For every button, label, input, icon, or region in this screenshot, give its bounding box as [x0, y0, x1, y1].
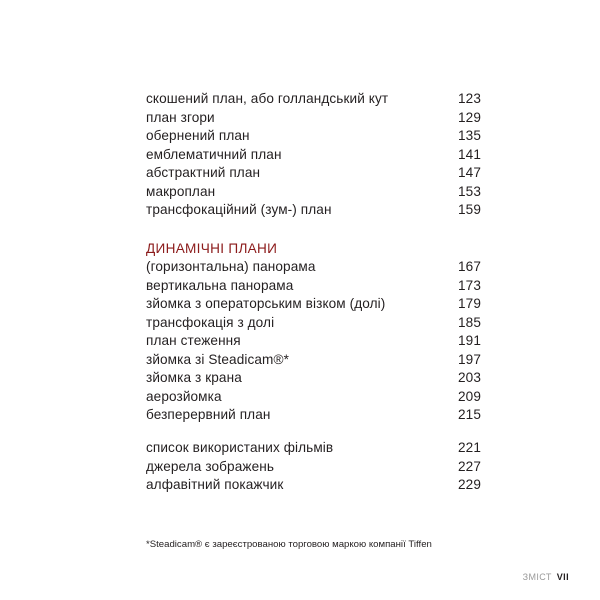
toc-entry-title: макроплан [146, 183, 216, 199]
footnote: *Steadicam® є зареєстрованою торговою маркою компанії Tiffen [146, 539, 432, 550]
toc-entry[interactable] [146, 476, 481, 495]
toc-entry[interactable] [146, 406, 481, 425]
toc-entry[interactable] [146, 146, 481, 165]
toc-entry-title: зйомка зі Steadicam®* [146, 351, 289, 367]
toc-entry-title: трансфокаційний (зум-) план [146, 202, 332, 217]
toc-entry-title: зйомка з крана [146, 370, 242, 385]
footer-section-label: ЗМІСТ [522, 572, 552, 582]
toc-entry-page: 129 [458, 109, 481, 125]
toc-entry-page: 167 [458, 259, 481, 274]
toc-entry-title: алфавітний покажчик [146, 477, 284, 492]
toc-entry[interactable] [146, 351, 481, 370]
toc-entry[interactable] [146, 439, 481, 458]
toc-entry[interactable] [146, 183, 481, 202]
toc-entry-page: 173 [458, 277, 481, 293]
toc-entry-title: безперервний план [146, 407, 271, 422]
section-spacer [146, 220, 481, 240]
toc-entry-title: абстрактний план [146, 165, 261, 180]
toc-entry-page: 209 [458, 388, 481, 404]
footer-page-number: VII [556, 572, 569, 582]
section-spacer [146, 425, 481, 440]
toc-entry-page: 185 [458, 314, 481, 330]
toc-entry-title: список використаних фільмів [146, 440, 334, 455]
toc-entry-page: 203 [458, 370, 481, 385]
toc-entry[interactable] [146, 90, 481, 109]
toc-entry-page: 147 [458, 165, 481, 180]
toc-entry-page: 179 [458, 296, 481, 311]
toc-entry-title: скошений план, або голландський кут [146, 91, 389, 106]
page-footer [523, 572, 569, 582]
toc-entry-page: 153 [458, 183, 481, 199]
toc-group-1 [146, 90, 481, 220]
toc-entry[interactable] [146, 201, 481, 220]
toc-entry-page: 135 [458, 128, 481, 143]
toc-entry-title: зйомка з операторським візком (долі) [146, 296, 386, 311]
toc-group-2 [146, 258, 481, 425]
toc-entry[interactable] [146, 388, 481, 407]
toc-entry-page: 159 [458, 202, 481, 217]
toc-entry[interactable] [146, 369, 481, 388]
toc-group-3 [146, 439, 481, 495]
toc-entry[interactable] [146, 295, 481, 314]
toc-entry[interactable] [146, 277, 481, 296]
toc-entry-title: обернений план [146, 128, 250, 143]
table-of-contents [146, 90, 481, 495]
toc-entry-page: 197 [458, 351, 481, 367]
section-heading: ДИНАМІЧНІ ПЛАНИ [146, 240, 278, 256]
toc-entry-title: трансфокація з долі [146, 314, 275, 330]
toc-entry-page: 215 [458, 407, 481, 422]
toc-entry[interactable] [146, 109, 481, 128]
toc-entry[interactable] [146, 127, 481, 146]
toc-entry-page: 191 [458, 333, 481, 348]
toc-entry[interactable] [146, 164, 481, 183]
toc-entry-page: 227 [458, 458, 481, 474]
toc-entry[interactable] [146, 458, 481, 477]
toc-entry-title: план згори [146, 109, 215, 125]
toc-entry-title: вертикальна панорама [146, 277, 294, 293]
toc-entry-title: (горизонтальна) панорама [146, 259, 316, 274]
toc-entry[interactable] [146, 332, 481, 351]
toc-entry[interactable] [146, 314, 481, 333]
toc-entry-title: джерела зображень [146, 458, 275, 474]
toc-entry-page: 229 [458, 477, 481, 492]
toc-entry-title: емблематичний план [146, 146, 282, 162]
toc-entry[interactable] [146, 258, 481, 277]
toc-entry-page: 221 [458, 440, 481, 455]
toc-entry-page: 123 [458, 91, 481, 106]
toc-entry-title: аерозйомка [146, 388, 222, 404]
toc-entry-title: план стеження [146, 333, 241, 348]
toc-entry-page: 141 [458, 146, 481, 162]
